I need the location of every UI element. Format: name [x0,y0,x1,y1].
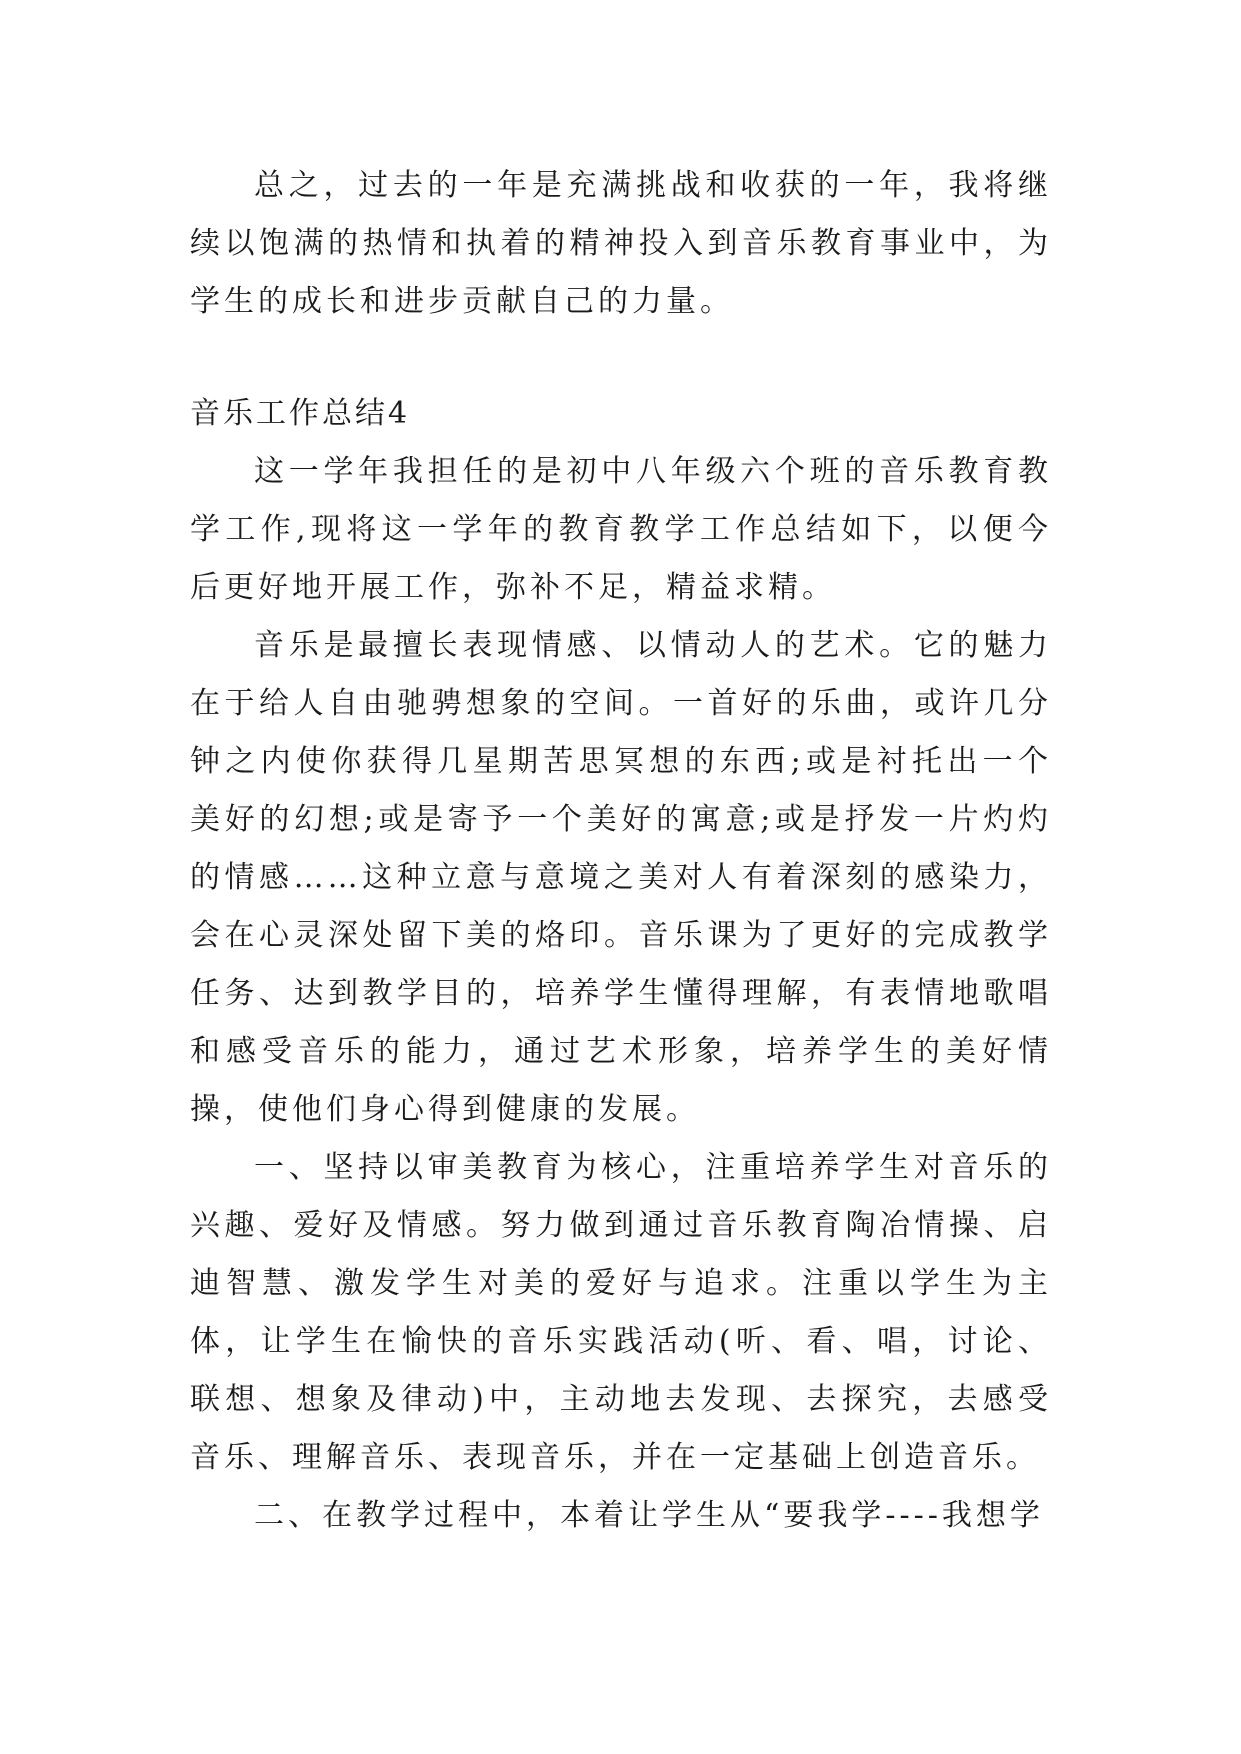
paragraph-music-art: 音乐是最擅长表现情感、以情动人的艺术。它的魅力在于给人自由驰骋想象的空间。一首好的乐曲，或许几分钟之内使你获得几星期苦思冥想的东西;或是衬托出一个美好的幻想;或是寄予一个美好的寓意;或是抒发一片灼灼的情感……这种立意与意境之美对人有着深刻的感染力，会在心灵深处留下美的烙印。音乐课为了更好的完成教学任务、达到教学目的，培养学生懂得理解，有表情地歌唱和感受音乐的能力，通过艺术形象，培养学生的美好情操，使他们身心得到健康的发展。 [190,628,1052,1127]
document-body [190,157,1052,1545]
paragraph-intro: 这一学年我担任的是初中八年级六个班的音乐教育教学工作,现将这一学年的教育教学工作总结如下，以便今后更好地开展工作，弥补不足，精益求精。 [190,454,1052,605]
paragraph-point-two: 二、在教学过程中，本着让学生从“要我学----我想学 [254,1498,1044,1533]
paragraph-point-one: 一、坚持以审美教育为核心，注重培养学生对音乐的兴趣、爱好及情感。努力做到通过音乐教育陶冶情操、启迪智慧、激发学生对美的爱好与追求。注重以学生为主体，让学生在愉快的音乐实践活动(听、看、唱，讨论、联想、想象及律动)中，主动地去发现、去探究，去感受音乐、理解音乐、表现音乐，并在一定基础上创造音乐。 [190,1150,1052,1475]
paragraph-conclusion: 总之，过去的一年是充满挑战和收获的一年，我将继续以饱满的热情和执着的精神投入到音乐教育事业中，为学生的成长和进步贡献自己的力量。 [190,168,1052,319]
section-title: 音乐工作总结4 [190,396,411,431]
